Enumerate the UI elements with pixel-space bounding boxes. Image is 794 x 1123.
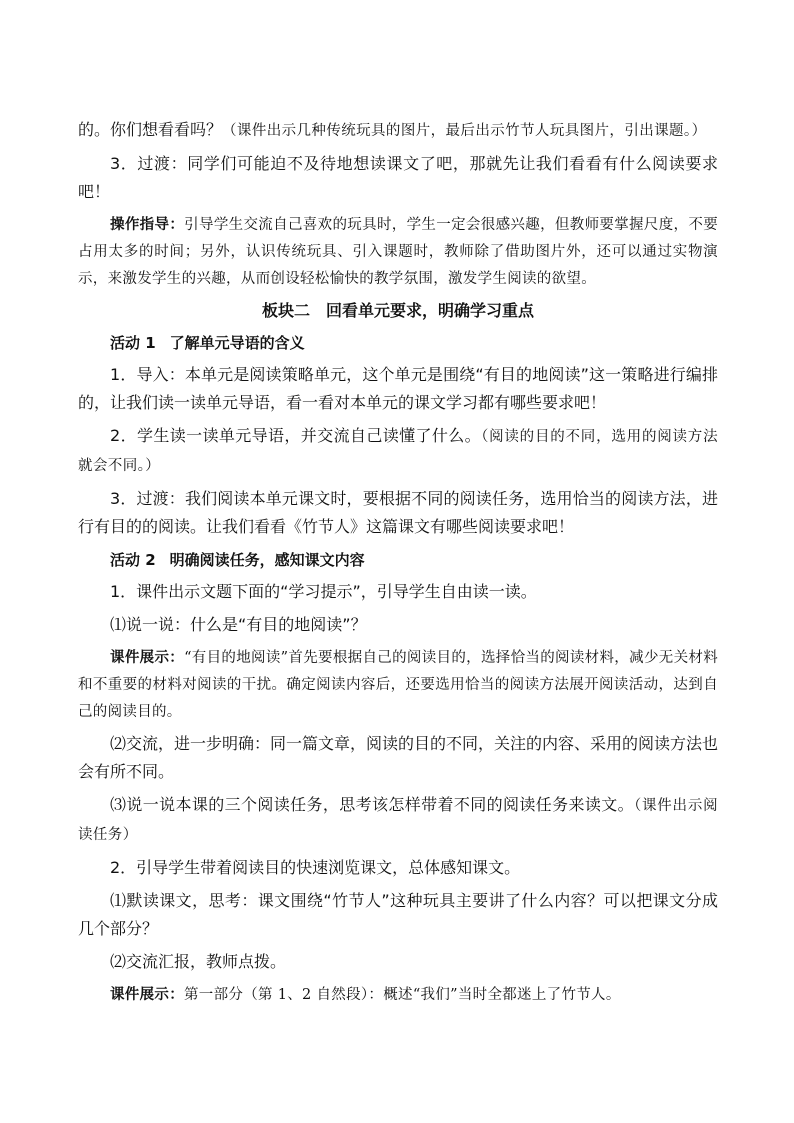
paragraph-read-guide	[78, 422, 718, 480]
courseware-display-2	[78, 981, 718, 1009]
section-2-heading: 板块二 回看单元要求，明确学习重点	[261, 301, 534, 320]
paragraph-question-1: ⑴说一说：什么是“有目的地阅读”？	[110, 615, 367, 634]
courseware-display-text: 第一部分（第 1、2 自然段）：概述“我们”当时全都迷上了竹节人。	[184, 987, 621, 1003]
paragraph-exchange-2: ⑵交流汇报，教师点拨。	[110, 952, 287, 971]
paragraph-silent-read: ⑴默读课文，思考：课文围绕“竹节人”这种玩具主要讲了什么内容？可以把课文分成几个部分？	[78, 891, 718, 938]
paragraph-reading-tasks	[78, 791, 718, 849]
courseware-note: （课件出示几种传统玩具的图片，最后出示竹节人玩具图片，引出课题。）	[222, 123, 707, 139]
operation-guide-label: 操作指导：	[110, 216, 185, 233]
activity-2-label: 活动 2	[110, 551, 156, 569]
courseware-display-text: “有目的地阅读”首先要根据自己的阅读目的，选择恰当的阅读材料，减少无关材料和不重要的材料对阅读的干扰。确定阅读内容后，还要选用恰当的阅读方法展开阅读活动，达到自己的阅读目的。	[78, 650, 718, 720]
answer-note: （阅读的目的不同，选用的阅读方法就会不同。）	[78, 429, 718, 474]
operation-guide-text: 引导学生交流自己喜欢的玩具时，学生一定会很感兴趣，但教师要掌握尺度，不要占用太多的时间；另外，认识传统玩具、引入课题时，教师除了借助图片外，还可以通过实物演示，来激发学生的兴趣，从而创设轻松愉快的教学氛围，激发学生阅读的欲望。	[78, 217, 719, 287]
activity-2-heading	[78, 546, 718, 574]
paragraph-intro-continuation	[78, 116, 718, 145]
activity-1-label: 活动 1	[110, 334, 156, 352]
courseware-display-label: 课件展示：	[110, 649, 185, 666]
paragraph-text: ⑶说一说本课的三个阅读任务，思考该怎样带着不同的阅读任务来读文。	[110, 795, 634, 814]
courseware-display-label: 课件展示：	[110, 986, 184, 1003]
operation-guide	[78, 211, 718, 293]
paragraph-text: 2．学生读一读单元导语，并交流自己读懂了什么。	[110, 426, 482, 445]
paragraph-skim-guide: 2．引导学生带着阅读目的快速浏览课文，总体感知课文。	[110, 858, 521, 877]
activity-1-title: 了解单元导语的含义	[169, 334, 305, 352]
document-body	[78, 116, 718, 1013]
activity-1-heading	[78, 329, 718, 357]
paragraph-study-tips: 1．课件出示文题下面的“学习提示”，引导学生自由读一读。	[110, 582, 537, 601]
paragraph-transition-1: 3．过渡：同学们可能迫不及待地想读课文了吧，那就先让我们看看有什么阅读要求吧！	[78, 154, 718, 201]
activity-2-title: 明确阅读任务，感知课文内容	[169, 551, 365, 569]
paragraph-exchange-1: ⑵交流，进一步明确：同一篇文章，阅读的目的不同，关注的内容、采用的阅读方法也会有所不同。	[78, 734, 719, 781]
paragraph-introduction: 1．导入：本单元是阅读策略单元，这个单元是围绕“有目的地阅读”这一策略进行编排的，让我们读一读单元导语，看一看对本单元的课文学习都有哪些要求吧！	[78, 365, 718, 412]
paragraph-text: 的。你们想看看吗？	[78, 120, 223, 139]
paragraph-transition-2: 3．过渡：我们阅读本单元课文时，要根据不同的阅读任务，选用恰当的阅读方法，进行有目的的阅读。让我们看看《竹节人》这篇课文有哪些阅读要求吧！	[78, 489, 718, 536]
courseware-note: （课件出示阅读任务）	[78, 798, 718, 843]
courseware-display-1	[78, 644, 718, 726]
